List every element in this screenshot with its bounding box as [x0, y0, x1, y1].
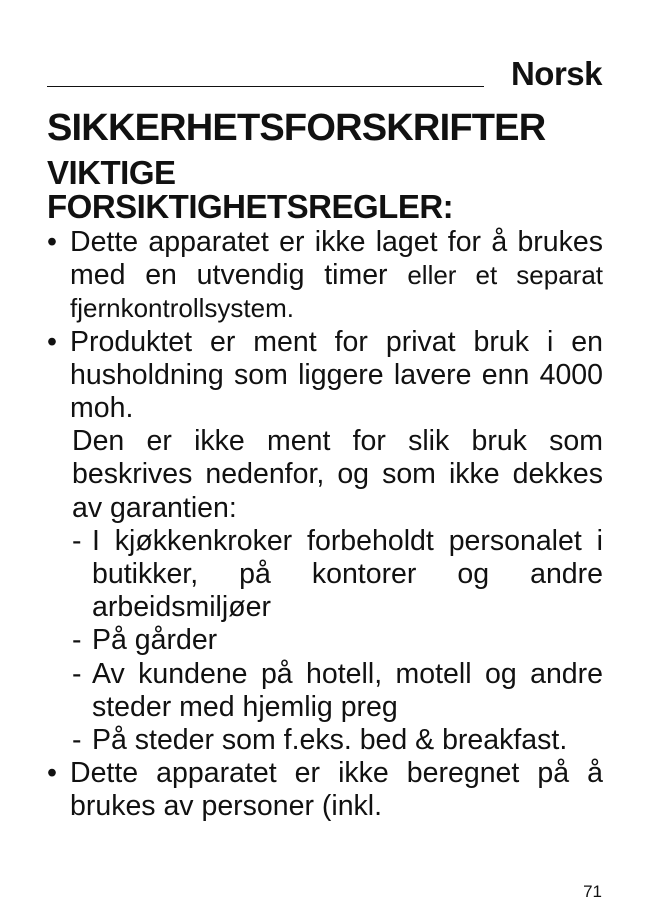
- sub-list-item-text: Av kundene på hotell, motell og andre steder med hjemlig preg: [92, 657, 603, 723]
- list-item: [47, 326, 603, 426]
- dash: -: [72, 724, 82, 757]
- section-heading-line1: VIKTIGE: [47, 154, 176, 191]
- safety-list: [47, 226, 603, 824]
- sub-list-item-text: På gårder: [92, 624, 218, 657]
- bullet: •: [47, 226, 57, 258]
- sub-list-item: [72, 624, 603, 657]
- header-rule: [47, 86, 484, 87]
- sub-list-item: [72, 724, 603, 757]
- bullet: •: [47, 757, 57, 790]
- list-item-text-cont: eller et separat fjernkontrollsystem.: [70, 260, 604, 324]
- list-item-text: Dette apparatet er ikke laget for å brukes med en utvendig timer: [70, 226, 603, 292]
- list-item: [47, 757, 603, 823]
- continuation-paragraph: Den er ikke ment for slik bruk som beskrives nedenfor, og som ikke dekkes av garantien:: [72, 425, 603, 524]
- dash: -: [72, 524, 82, 557]
- list-item: [47, 226, 603, 326]
- language-label: Norsk: [510, 55, 602, 92]
- dash: -: [72, 657, 82, 690]
- sub-list-item: [72, 525, 603, 625]
- sub-list-item: [72, 658, 603, 724]
- section-heading-line2: FORSIKTIGHETSREGLER:: [47, 188, 454, 225]
- page-title: SIKKERHETSFORSKRIFTER: [47, 107, 546, 149]
- sub-list-item-text: I kjøkkenkroker forbeholdt personalet i butikker, på kontorer og andre arbeidsmiljøer: [92, 524, 603, 624]
- list-item-text: Dette apparatet er ikke beregnet på å brukes av personer (inkl.: [70, 757, 603, 823]
- section-heading: [47, 156, 603, 224]
- bullet: •: [47, 325, 57, 358]
- list-item-text: Produktet er ment for privat bruk i en husholdning som liggere lavere enn 4000 moh.: [70, 325, 603, 425]
- sub-list-item-text: På steder som f.eks. bed & breakfast.: [92, 724, 568, 757]
- dash: -: [72, 624, 82, 657]
- page-number: 71: [583, 882, 602, 901]
